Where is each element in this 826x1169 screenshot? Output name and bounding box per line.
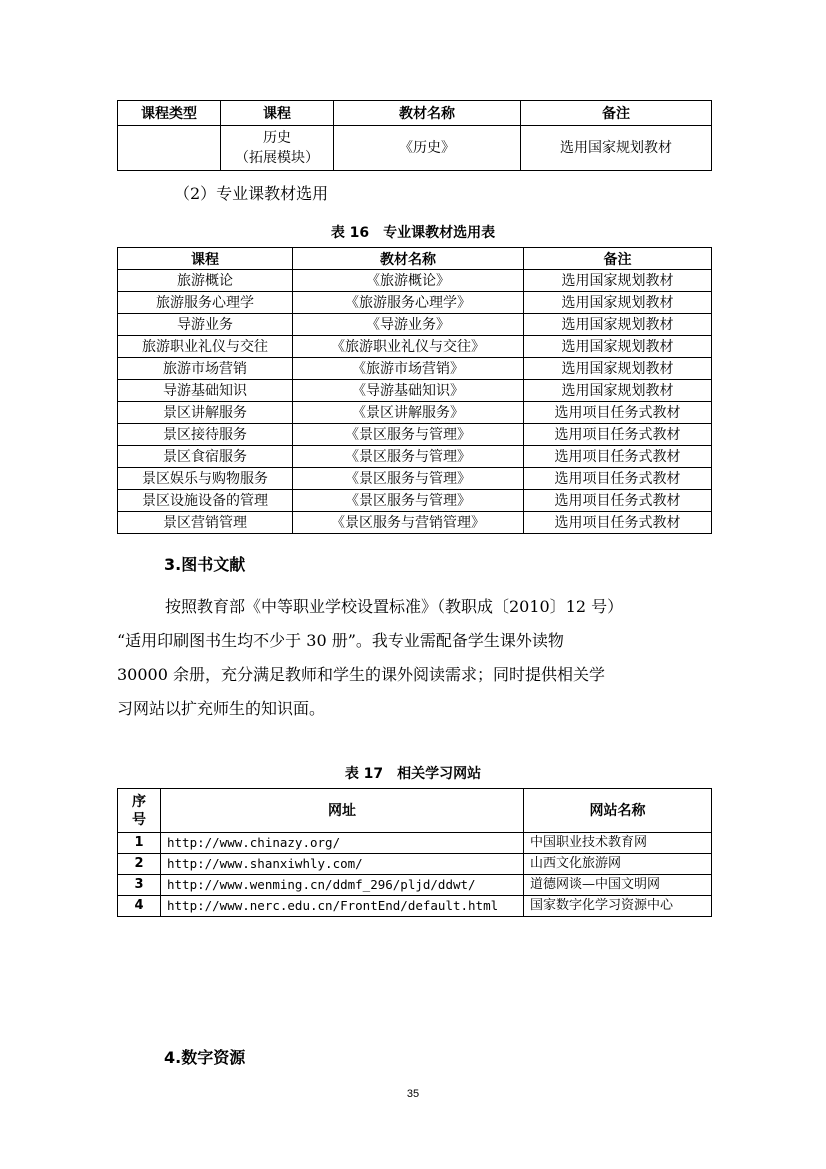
table-row <box>118 833 712 854</box>
cell-site-name: 道德网谈—中国文明网 <box>524 875 712 896</box>
section-4-title: 4.数字资源 <box>164 1048 246 1067</box>
cell-index: 2 <box>118 854 161 875</box>
header-site-name: 网站名称 <box>524 789 712 833</box>
cell-note: 选用国家规划教材 <box>524 292 712 314</box>
cell-textbook: 《景区服务与管理》 <box>293 468 524 490</box>
table17-learning-websites <box>117 788 712 917</box>
table-row <box>118 512 712 534</box>
table-row <box>118 270 712 292</box>
table-row <box>118 896 712 917</box>
cell-course: 旅游市场营销 <box>118 358 293 380</box>
paragraph-line: 习网站以扩充师生的知识面。 <box>117 699 326 718</box>
paragraph-line: “适用印刷图书生均不少于 30 册”。我专业需配备学生课外读物 <box>117 631 564 650</box>
cell-textbook: 《导游业务》 <box>293 314 524 336</box>
cell-course: 景区娱乐与购物服务 <box>118 468 293 490</box>
section-3-paragraph <box>117 590 711 726</box>
cell-course: 景区营销管理 <box>118 512 293 534</box>
table17-caption: 表 17 相关学习网站 <box>344 766 482 782</box>
table-row <box>118 292 712 314</box>
cell-textbook: 《景区服务与营销管理》 <box>293 512 524 534</box>
cell-note: 选用项目任务式教材 <box>524 490 712 512</box>
cell-site-name: 中国职业技术教育网 <box>524 833 712 854</box>
table-row <box>118 336 712 358</box>
header-textbook: 教材名称 <box>334 101 521 126</box>
cell-note: 选用国家规划教材 <box>524 358 712 380</box>
cell-note: 选用项目任务式教材 <box>524 446 712 468</box>
cell-url[interactable]: http://www.chinazy.org/ <box>161 833 524 854</box>
header-index <box>118 789 161 833</box>
header-course: 课程 <box>221 101 334 126</box>
cell-note: 选用国家规划教材 <box>524 270 712 292</box>
header-textbook: 教材名称 <box>293 248 524 270</box>
table-row <box>118 854 712 875</box>
cell-course: 景区设施设备的管理 <box>118 490 293 512</box>
cell-course: 景区讲解服务 <box>118 402 293 424</box>
page-number: 35 <box>406 1088 420 1100</box>
cell-course-line1: 历史 <box>263 130 291 146</box>
cell-textbook: 《景区服务与管理》 <box>293 446 524 468</box>
cell-index: 4 <box>118 896 161 917</box>
cell-textbook: 《历史》 <box>334 126 521 171</box>
table-row <box>118 380 712 402</box>
cell-site-name: 山西文化旅游网 <box>524 854 712 875</box>
cell-note: 选用项目任务式教材 <box>524 424 712 446</box>
cell-note: 选用项目任务式教材 <box>524 512 712 534</box>
section-3-title: 3.图书文献 <box>164 555 246 574</box>
cell-note: 选用国家规划教材 <box>524 314 712 336</box>
table-row <box>118 424 712 446</box>
table-header-row <box>118 248 712 270</box>
cell-textbook: 《旅游服务心理学》 <box>293 292 524 314</box>
table-row <box>118 358 712 380</box>
paragraph-line: 30000 余册，充分满足教师和学生的课外阅读需求；同时提供相关学 <box>117 665 605 684</box>
cell-note: 选用国家规划教材 <box>524 336 712 358</box>
cell-course: 景区接待服务 <box>118 424 293 446</box>
table16-professional-textbooks <box>117 247 712 534</box>
header-note: 备注 <box>524 248 712 270</box>
cell-textbook: 《旅游概论》 <box>293 270 524 292</box>
course-textbook-table-continued <box>117 100 712 171</box>
cell-url[interactable]: http://www.wenming.cn/ddmf_296/pljd/ddwt/ <box>161 875 524 896</box>
cell-textbook: 《导游基础知识》 <box>293 380 524 402</box>
cell-note: 选用项目任务式教材 <box>524 468 712 490</box>
cell-note: 选用项目任务式教材 <box>524 402 712 424</box>
cell-course: 旅游职业礼仪与交往 <box>118 336 293 358</box>
table-header-row <box>118 789 712 833</box>
header-url: 网址 <box>161 789 524 833</box>
cell-course: 景区食宿服务 <box>118 446 293 468</box>
cell-url[interactable]: http://www.shanxiwhly.com/ <box>161 854 524 875</box>
cell-course-line2: （拓展模块） <box>235 150 319 166</box>
cell-textbook: 《旅游职业礼仪与交往》 <box>293 336 524 358</box>
section-2-title: （2）专业课教材选用 <box>174 184 329 203</box>
cell-textbook: 《景区服务与管理》 <box>293 424 524 446</box>
header-course-type: 课程类型 <box>118 101 221 126</box>
header-course: 课程 <box>118 248 293 270</box>
cell-index: 3 <box>118 875 161 896</box>
table-header-row <box>118 101 712 126</box>
table-row <box>118 402 712 424</box>
table-row <box>118 490 712 512</box>
table-row <box>118 468 712 490</box>
header-note: 备注 <box>521 101 712 126</box>
cell-course: 旅游服务心理学 <box>118 292 293 314</box>
table-row <box>118 126 712 171</box>
cell-note: 选用国家规划教材 <box>521 126 712 171</box>
table16-caption: 表 16 专业课教材选用表 <box>330 225 496 241</box>
table-row <box>118 875 712 896</box>
cell-textbook: 《景区服务与管理》 <box>293 490 524 512</box>
cell-textbook: 《旅游市场营销》 <box>293 358 524 380</box>
table-row <box>118 446 712 468</box>
cell-course: 导游基础知识 <box>118 380 293 402</box>
cell-course <box>221 126 334 171</box>
cell-course: 旅游概论 <box>118 270 293 292</box>
cell-note: 选用国家规划教材 <box>524 380 712 402</box>
cell-site-name: 国家数字化学习资源中心 <box>524 896 712 917</box>
cell-course-type <box>118 126 221 171</box>
header-index-text: 序号 <box>132 793 146 828</box>
cell-index: 1 <box>118 833 161 854</box>
cell-course: 导游业务 <box>118 314 293 336</box>
cell-textbook: 《景区讲解服务》 <box>293 402 524 424</box>
paragraph-line: 按照教育部《中等职业学校设置标准》（教职成〔2010〕12 号） <box>165 597 624 616</box>
cell-url[interactable]: http://www.nerc.edu.cn/FrontEnd/default.html <box>161 896 524 917</box>
table-row <box>118 314 712 336</box>
